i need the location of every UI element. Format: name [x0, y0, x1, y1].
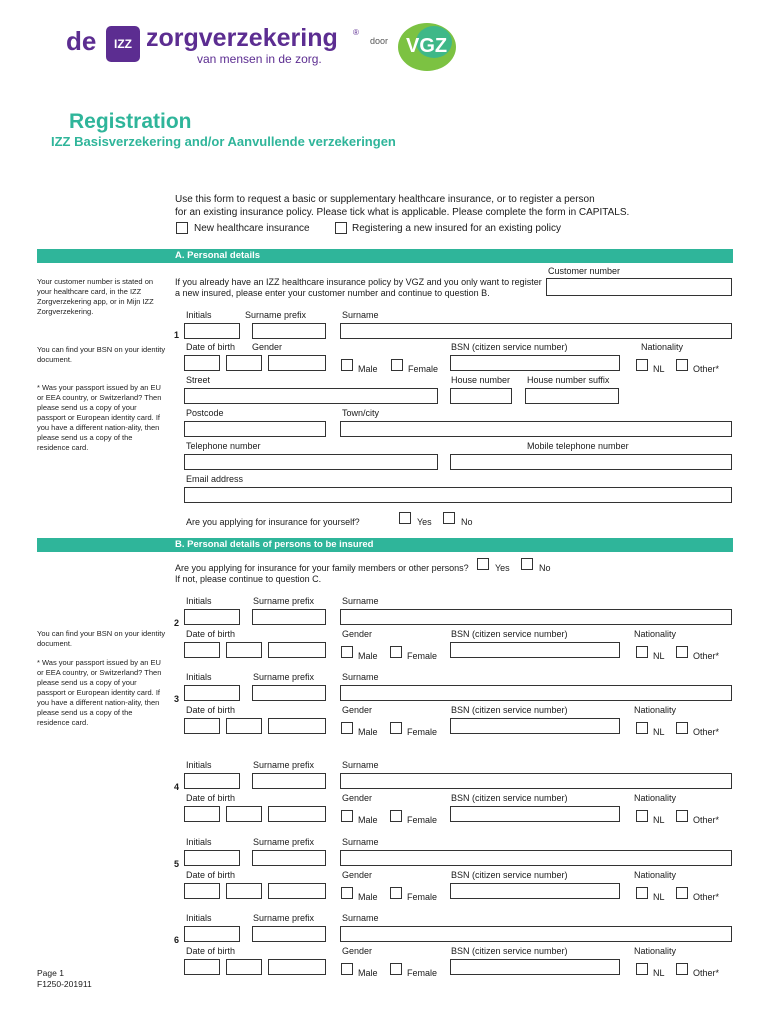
new-insurance-label: New healthcare insurance [194, 223, 310, 234]
telephone-label: Telephone number [186, 441, 261, 451]
form-code: F1250-201911 [37, 979, 92, 989]
section-a-header [37, 249, 733, 263]
person-surname-prefix-input[interactable] [252, 609, 326, 625]
person-female-label: Female [407, 727, 438, 737]
section-b-header [37, 538, 733, 552]
town-label: Town/city [342, 408, 380, 418]
person-male-label: Male [358, 727, 378, 737]
customer-note-2: a new insured, please enter your customer number and continue to question B. [175, 288, 490, 298]
person-number: 6 [174, 935, 180, 945]
person-dob-day-input[interactable] [184, 642, 220, 658]
person-dob-label: Date of birth [186, 946, 236, 956]
person-gender-label: Gender [342, 793, 373, 803]
self-question: Are you applying for insurance for yourself? [186, 517, 360, 527]
person-nl-label: NL [653, 892, 665, 902]
person-bsn-label: BSN (citizen service number) [451, 946, 568, 956]
page-number: Page 1 [37, 968, 64, 978]
person-nl-label: NL [653, 815, 665, 825]
person-female-label: Female [407, 815, 438, 825]
person-dob-label: Date of birth [186, 793, 236, 803]
person-nl-checkbox[interactable] [636, 810, 648, 822]
person-gender-label: Gender [342, 946, 373, 956]
bsn-input[interactable] [450, 355, 620, 371]
person-dob-label: Date of birth [186, 870, 236, 880]
gender-label: Gender [252, 342, 283, 352]
person-nationality-label: Nationality [634, 793, 677, 803]
postcode-input[interactable] [184, 421, 326, 437]
female-label: Female [408, 364, 439, 374]
person-initials-label: Initials [186, 672, 212, 682]
surname-label: Surname [342, 310, 379, 320]
house-number-input[interactable] [450, 388, 512, 404]
person-male-label: Male [358, 815, 378, 825]
surname-prefix-input[interactable] [252, 323, 326, 339]
initials-input[interactable] [184, 323, 240, 339]
section-a-title: A. Personal details [175, 250, 261, 261]
person-surname-prefix-input[interactable] [252, 850, 326, 866]
vgz-logo [396, 22, 458, 72]
person-female-checkbox[interactable] [390, 810, 402, 822]
nationality-label: Nationality [641, 342, 684, 352]
person-other-nationality-checkbox[interactable] [676, 810, 688, 822]
person-other-nationality-checkbox[interactable] [676, 887, 688, 899]
customer-number-input[interactable] [546, 278, 732, 296]
person-female-label: Female [407, 892, 438, 902]
initials-label: Initials [186, 310, 212, 320]
page-title: Registration [69, 110, 192, 133]
town-input[interactable] [340, 421, 732, 437]
person-other-nationality-label: Other* [693, 892, 720, 902]
person-surname-prefix-input[interactable] [252, 926, 326, 942]
person-initials-label: Initials [186, 837, 212, 847]
house-suffix-label: House number suffix [527, 375, 610, 385]
person-dob-day-input[interactable] [184, 883, 220, 899]
person-dob-year-input[interactable] [268, 642, 326, 658]
person-dob-year-input[interactable] [268, 959, 326, 975]
person-bsn-input[interactable] [450, 959, 620, 975]
person-surname-label: Surname [342, 672, 379, 682]
person-male-label: Male [358, 892, 378, 902]
person-bsn-input[interactable] [450, 883, 620, 899]
person-surname-prefix-label: Surname prefix [253, 837, 315, 847]
male-label: Male [358, 364, 378, 374]
person-bsn-input[interactable] [450, 642, 620, 658]
email-label: Email address [186, 474, 244, 484]
person-surname-prefix-input[interactable] [252, 773, 326, 789]
person-other-nationality-label: Other* [693, 727, 720, 737]
family-question: Are you applying for insurance for your family members or other persons? [175, 563, 469, 573]
person-initials-label: Initials [186, 913, 212, 923]
house-suffix-input[interactable] [525, 388, 619, 404]
intro-line1: Use this form to request a basic or supplementary healthcare insurance, or to register a person [175, 194, 595, 205]
dob-label: Date of birth [186, 342, 236, 352]
mobile-input[interactable] [450, 454, 732, 470]
male-checkbox[interactable] [341, 359, 353, 371]
person-dob-month-input[interactable] [226, 883, 262, 899]
nl-label: NL [653, 364, 665, 374]
person-dob-month-input[interactable] [226, 806, 262, 822]
person-surname-label: Surname [342, 913, 379, 923]
person-bsn-input[interactable] [450, 806, 620, 822]
self-yes-checkbox[interactable] [399, 512, 411, 524]
logo-brand: zorgverzekering [146, 24, 338, 52]
side-b-passport-note: * Was your passport issued by an EU or EEA country, or Switzerland? Then please send us a copy of your passport or European identity card. If you have a different nation-ality, then please send us a copy of the residence card. [37, 658, 162, 727]
logo-prefix: de [66, 26, 97, 56]
person-number: 5 [174, 859, 180, 869]
person-surname-prefix-label: Surname prefix [253, 672, 315, 682]
person-dob-label: Date of birth [186, 705, 236, 715]
person-dob-year-input[interactable] [268, 883, 326, 899]
person-male-checkbox[interactable] [341, 887, 353, 899]
email-input[interactable] [184, 487, 732, 503]
person-number: 2 [174, 618, 180, 628]
person-male-checkbox[interactable] [341, 810, 353, 822]
side-bsn-note: You can find your BSN on your identity document. [37, 345, 166, 364]
person-surname-prefix-input[interactable] [252, 685, 326, 701]
person-surname-input[interactable] [340, 773, 732, 789]
person-surname-input[interactable] [340, 685, 732, 701]
person-initials-input[interactable] [184, 773, 240, 789]
person-other-nationality-label: Other* [693, 968, 720, 978]
person-nl-label: NL [653, 651, 665, 661]
person-gender-label: Gender [342, 705, 373, 715]
person-dob-day-input[interactable] [184, 959, 220, 975]
other-nationality-checkbox[interactable] [676, 359, 688, 371]
person-bsn-label: BSN (citizen service number) [451, 870, 568, 880]
person-number: 3 [174, 694, 180, 704]
person-gender-label: Gender [342, 629, 373, 639]
postcode-label: Postcode [186, 408, 224, 418]
logo-registered: ® [353, 28, 359, 37]
person-nl-checkbox[interactable] [636, 722, 648, 734]
person-male-checkbox[interactable] [341, 646, 353, 658]
person-nationality-label: Nationality [634, 870, 677, 880]
person-male-label: Male [358, 651, 378, 661]
person-male-label: Male [358, 968, 378, 978]
person-dob-month-input[interactable] [226, 718, 262, 734]
page-subtitle: IZZ Basisverzekering and/or Aanvullende verzekeringen [51, 134, 396, 149]
mobile-label: Mobile telephone number [527, 441, 629, 451]
person-surname-input[interactable] [340, 926, 732, 942]
person-bsn-label: BSN (citizen service number) [451, 629, 568, 639]
person-nationality-label: Nationality [634, 705, 677, 715]
person-bsn-input[interactable] [450, 718, 620, 734]
person-nl-label: NL [653, 727, 665, 737]
person-dob-day-input[interactable] [184, 806, 220, 822]
house-number-label: House number [451, 375, 511, 385]
person-nl-checkbox[interactable] [636, 646, 648, 658]
logo-tagline: van mensen in de zorg. [197, 52, 322, 66]
person-initials-input[interactable] [184, 609, 240, 625]
person-other-nationality-checkbox[interactable] [676, 646, 688, 658]
family-yes-label: Yes [495, 563, 510, 573]
person-male-checkbox[interactable] [341, 963, 353, 975]
person-initials-input[interactable] [184, 685, 240, 701]
dob-day-input[interactable] [184, 355, 220, 371]
person-other-nationality-label: Other* [693, 651, 720, 661]
person-surname-prefix-label: Surname prefix [253, 913, 315, 923]
person-surname-label: Surname [342, 760, 379, 770]
person-dob-year-input[interactable] [268, 718, 326, 734]
customer-number-label: Customer number [548, 266, 621, 276]
dob-month-input[interactable] [226, 355, 262, 371]
person-initials-label: Initials [186, 596, 212, 606]
person-dob-month-input[interactable] [226, 642, 262, 658]
nl-checkbox[interactable] [636, 359, 648, 371]
person-female-label: Female [407, 968, 438, 978]
self-no-checkbox[interactable] [443, 512, 455, 524]
person-bsn-label: BSN (citizen service number) [451, 793, 568, 803]
female-checkbox[interactable] [391, 359, 403, 371]
register-insured-checkbox[interactable] [335, 222, 347, 234]
person-initials-input[interactable] [184, 926, 240, 942]
person-surname-prefix-label: Surname prefix [253, 596, 315, 606]
person-female-checkbox[interactable] [390, 963, 402, 975]
person-nl-checkbox[interactable] [636, 963, 648, 975]
surname-prefix-label: Surname prefix [245, 310, 307, 320]
bsn-label: BSN (citizen service number) [451, 342, 568, 352]
family-question-2: If not, please continue to question C. [175, 574, 322, 584]
family-no-label: No [539, 563, 551, 573]
dob-year-input[interactable] [268, 355, 326, 371]
person-dob-day-input[interactable] [184, 718, 220, 734]
street-label: Street [186, 375, 211, 385]
family-yes-checkbox[interactable] [477, 558, 489, 570]
person-surname-label: Surname [342, 837, 379, 847]
side-passport-note: * Was your passport issued by an EU or EEA country, or Switzerland? Then please send us a copy of your passport or European identity card. If you have a different nation-ality, then please send us a copy of the residence card. [37, 383, 162, 452]
self-yes-label: Yes [417, 517, 432, 527]
telephone-input[interactable] [184, 454, 438, 470]
person-nl-checkbox[interactable] [636, 887, 648, 899]
section-b-title: B. Personal details of persons to be insured [175, 539, 374, 550]
intro-line2: for an existing insurance policy. Please tick what is applicable. Please complete the form in CAPITALS. [175, 207, 630, 218]
new-insurance-checkbox[interactable] [176, 222, 188, 234]
other-nationality-label: Other* [693, 364, 720, 374]
person-gender-label: Gender [342, 870, 373, 880]
logo-door: door [370, 36, 389, 46]
person-dob-month-input[interactable] [226, 959, 262, 975]
vgz-logo-text: VGZ [406, 35, 448, 57]
person-nationality-label: Nationality [634, 629, 677, 639]
person-female-checkbox[interactable] [390, 646, 402, 658]
register-insured-label: Registering a new insured for an existing policy [352, 223, 561, 234]
person-nationality-label: Nationality [634, 946, 677, 956]
person-other-nationality-checkbox[interactable] [676, 722, 688, 734]
person-female-label: Female [407, 651, 438, 661]
person-female-checkbox[interactable] [390, 887, 402, 899]
person-surname-input[interactable] [340, 850, 732, 866]
customer-note-1: If you already have an IZZ healthcare insurance policy by VGZ and you only want to register [175, 277, 542, 287]
person-surname-input[interactable] [340, 609, 732, 625]
person-nl-label: NL [653, 968, 665, 978]
person-initials-label: Initials [186, 760, 212, 770]
person-other-nationality-checkbox[interactable] [676, 963, 688, 975]
person-number: 4 [174, 782, 180, 792]
person-number: 1 [174, 330, 180, 340]
self-no-label: No [461, 517, 473, 527]
izz-logo-mark [106, 26, 140, 62]
person-initials-input[interactable] [184, 850, 240, 866]
surname-input[interactable] [340, 323, 732, 339]
side-b-bsn-note: You can find your BSN on your identity document. [37, 629, 166, 648]
person-surname-label: Surname [342, 596, 379, 606]
person-male-checkbox[interactable] [341, 722, 353, 734]
person-surname-prefix-label: Surname prefix [253, 760, 315, 770]
family-no-checkbox[interactable] [521, 558, 533, 570]
person-dob-label: Date of birth [186, 629, 236, 639]
person-dob-year-input[interactable] [268, 806, 326, 822]
person-bsn-label: BSN (citizen service number) [451, 705, 568, 715]
izz-logo-mark-text: IZZ [114, 37, 132, 51]
side-customer-note: Your customer number is stated on your healthcare card, in the IZZ Zorgverzekering app, or in Mijn IZZ Zorgverzekering. [37, 277, 154, 316]
person-female-checkbox[interactable] [390, 722, 402, 734]
street-input[interactable] [184, 388, 438, 404]
person-other-nationality-label: Other* [693, 815, 720, 825]
